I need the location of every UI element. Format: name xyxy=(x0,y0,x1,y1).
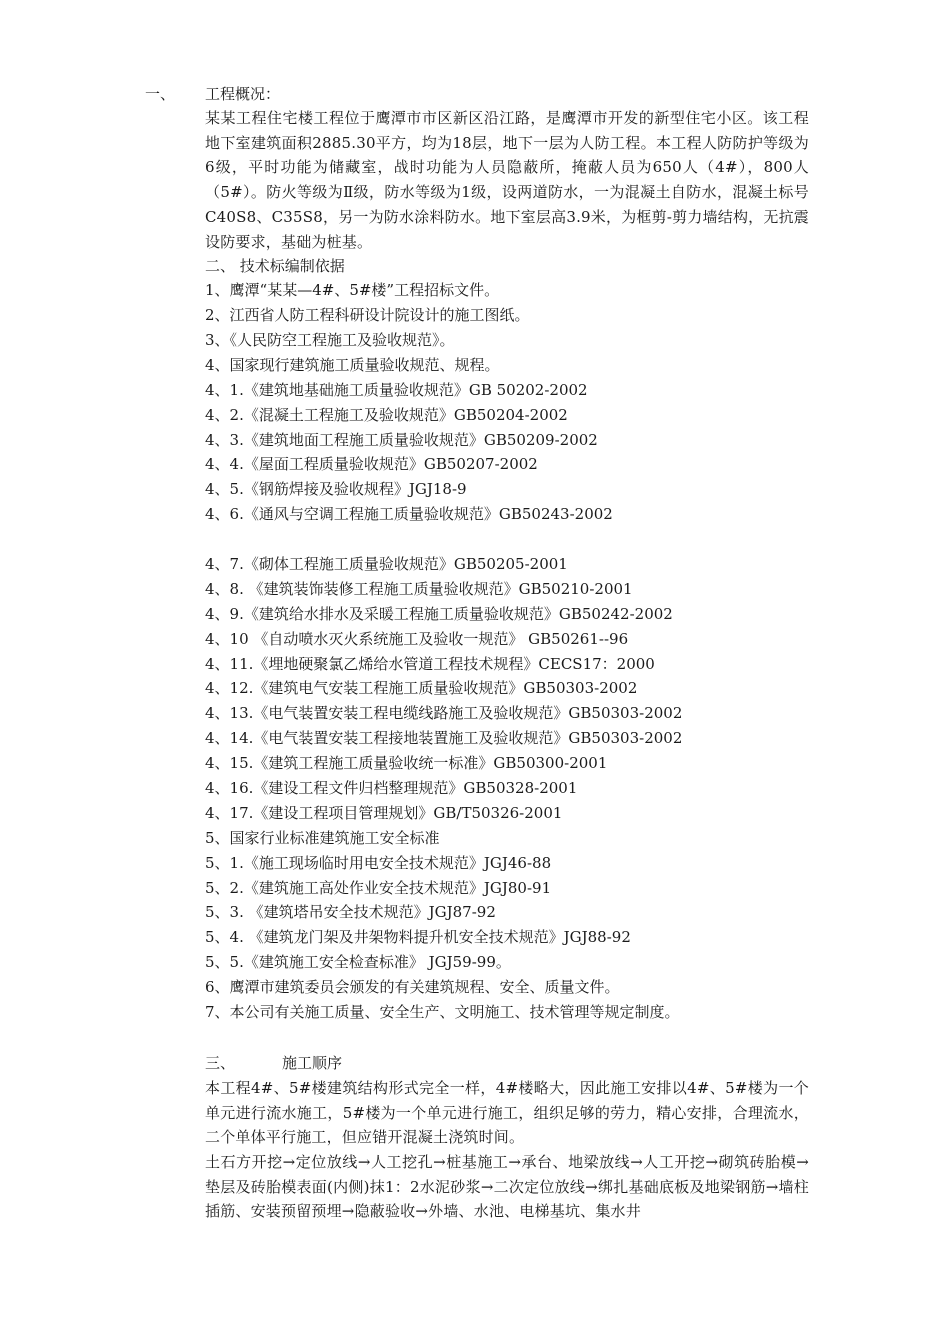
blank-line xyxy=(205,527,809,552)
section-1-number: 一、 xyxy=(145,85,176,103)
basis-list-item: 7、本公司有关施工质量、安全生产、文明施工、技术管理等规定制度。 xyxy=(205,1003,680,1022)
basis-list-item: 6、鹰潭市建筑委员会颁发的有关建筑规程、安全、质量文件。 xyxy=(205,978,620,997)
basis-list-item: 4、10 《自动喷水灭火系统施工及验收一规范》 GB50261--96 xyxy=(205,629,629,648)
basis-list-item: 5、1.《施工现场临时用电安全技术规范》JGJ46-88 xyxy=(205,853,552,872)
basis-list-item: 4、11.《埋地硬聚氯乙烯给水管道工程技术规程》CECS17：2000 xyxy=(205,654,655,673)
basis-list-item: 4、5.《钢筋焊接及验收规程》JGJ18-9 xyxy=(205,480,467,499)
basis-list-item: 4、7.《砌体工程施工质量验收规范》GB50205-2001 xyxy=(205,555,568,574)
section-3-number: 三、 xyxy=(205,1053,236,1072)
basis-list-item: 4、15.《建筑工程施工质量验收统一标准》GB50300-2001 xyxy=(205,754,608,773)
basis-list-item: 4、8. 《建筑装饰装修工程施工质量验收规范》GB50210-2001 xyxy=(205,579,633,598)
basis-list-item: 4、13.《电气装置安装工程电缆线路施工及验收规范》GB50303-2002 xyxy=(205,704,683,723)
basis-list-b xyxy=(205,552,809,1025)
basis-list-item: 4、3.《建筑地面工程施工质量验收规范》GB50209-2002 xyxy=(205,430,598,449)
basis-list-item: 2、江西省人防工程科研设计院设计的施工图纸。 xyxy=(205,306,530,325)
basis-list-item: 4、14.《电气装置安装工程接地装置施工及验收规范》GB50303-2002 xyxy=(205,729,683,748)
basis-list-item: 4、9.《建筑给水排水及采暖工程施工质量验收规范》GB50242-2002 xyxy=(205,604,673,623)
basis-list-item: 4、17.《建设工程项目管理规划》GB/T50326-2001 xyxy=(205,803,563,822)
section-1-title: 工程概况： xyxy=(205,85,281,103)
basis-list-item: 5、3. 《建筑塔吊安全技术规范》JGJ87-92 xyxy=(205,903,496,922)
basis-list-item: 4、1.《建筑地基础施工质量验收规范》GB 50202-2002 xyxy=(205,380,588,399)
basis-list-item: 4、4.《屋面工程质量验收规范》GB50207-2002 xyxy=(205,455,538,474)
basis-list-item: 5、4. 《建筑龙门架及井架物料提升机安全技术规范》JGJ88-92 xyxy=(205,928,631,947)
document-body xyxy=(205,106,809,1224)
blank-line xyxy=(205,1025,809,1050)
project-overview-paragraph: 某某工程住宅楼工程位于鹰潭市市区新区沿江路，是鹰潭市开发的新型住宅小区。该工程地下室建筑面积2885.30平方，均为18层，地下一层为人防工程。本工程人防防护等级为6级，平时功能为储藏室，战时功能为人员隐蔽所，掩蔽人员为650人（4#），800人（5#）。防火等级为Ⅱ级，防水等级为1级，设两道防水，一为混凝土自防水，混凝土标号C40S8、C35S8，另一为防水涂料防水。地下室层高3.9米，为框剪-剪力墙结构，无抗震设防要求，基础为桩基。 xyxy=(205,109,809,251)
basis-list-item: 4、6.《通风与空调工程施工质量验收规范》GB50243-2002 xyxy=(205,505,613,524)
basis-list-item: 5、2.《建筑施工高处作业安全技术规范》JGJ80-91 xyxy=(205,878,552,897)
basis-list-item: 4、国家现行建筑施工质量验收规范、规程。 xyxy=(205,355,500,374)
section-2-heading: 二、 技术标编制依据 xyxy=(205,257,345,276)
basis-list-item: 3、《人民防空工程施工及验收规范》。 xyxy=(205,331,455,349)
basis-list-item: 5、国家行业标准建筑施工安全标准 xyxy=(205,828,440,847)
process-flow-paragraph: 土石方开挖→定位放线→人工挖孔→桩基施工→承台、地梁放线→人工开挖→砌筑砖胎模→垫层及砖胎模表面(内侧)抹1：2水泥砂浆→二次定位放线→绑扎基础底板及地梁钢筋→墙柱插筋、安装预留预埋→隐蔽验收→外墙、水池、电梯基坑、集水井 xyxy=(205,1152,809,1221)
basis-list-item: 5、5.《建筑施工安全检查标准》 JGJ59-99。 xyxy=(205,953,511,972)
section-3-title: 施工顺序 xyxy=(282,1053,343,1072)
construction-sequence-paragraph: 本工程4#、5#楼建筑结构形式完全一样，4#楼略大，因此施工安排以4#、5#楼为一个单元进行流水施工，5#楼为一个单元进行施工，组织足够的劳力，精心安排，合理流水，二个单体平行施工，但应错开混凝土浇筑时间。 xyxy=(205,1078,809,1147)
basis-list-a xyxy=(205,278,809,527)
basis-list-item: 4、2.《混凝土工程施工及验收规范》GB50204-2002 xyxy=(205,405,568,424)
basis-list-item: 4、12.《建筑电气安装工程施工质量验收规范》GB50303-2002 xyxy=(205,679,638,698)
basis-list-item: 4、16.《建设工程文件归档整理规范》GB50328-2001 xyxy=(205,779,578,798)
section-3-heading xyxy=(205,1050,809,1076)
basis-list-item: 1、鹰潭“某某—4#、5#楼”工程招标文件。 xyxy=(205,281,500,300)
